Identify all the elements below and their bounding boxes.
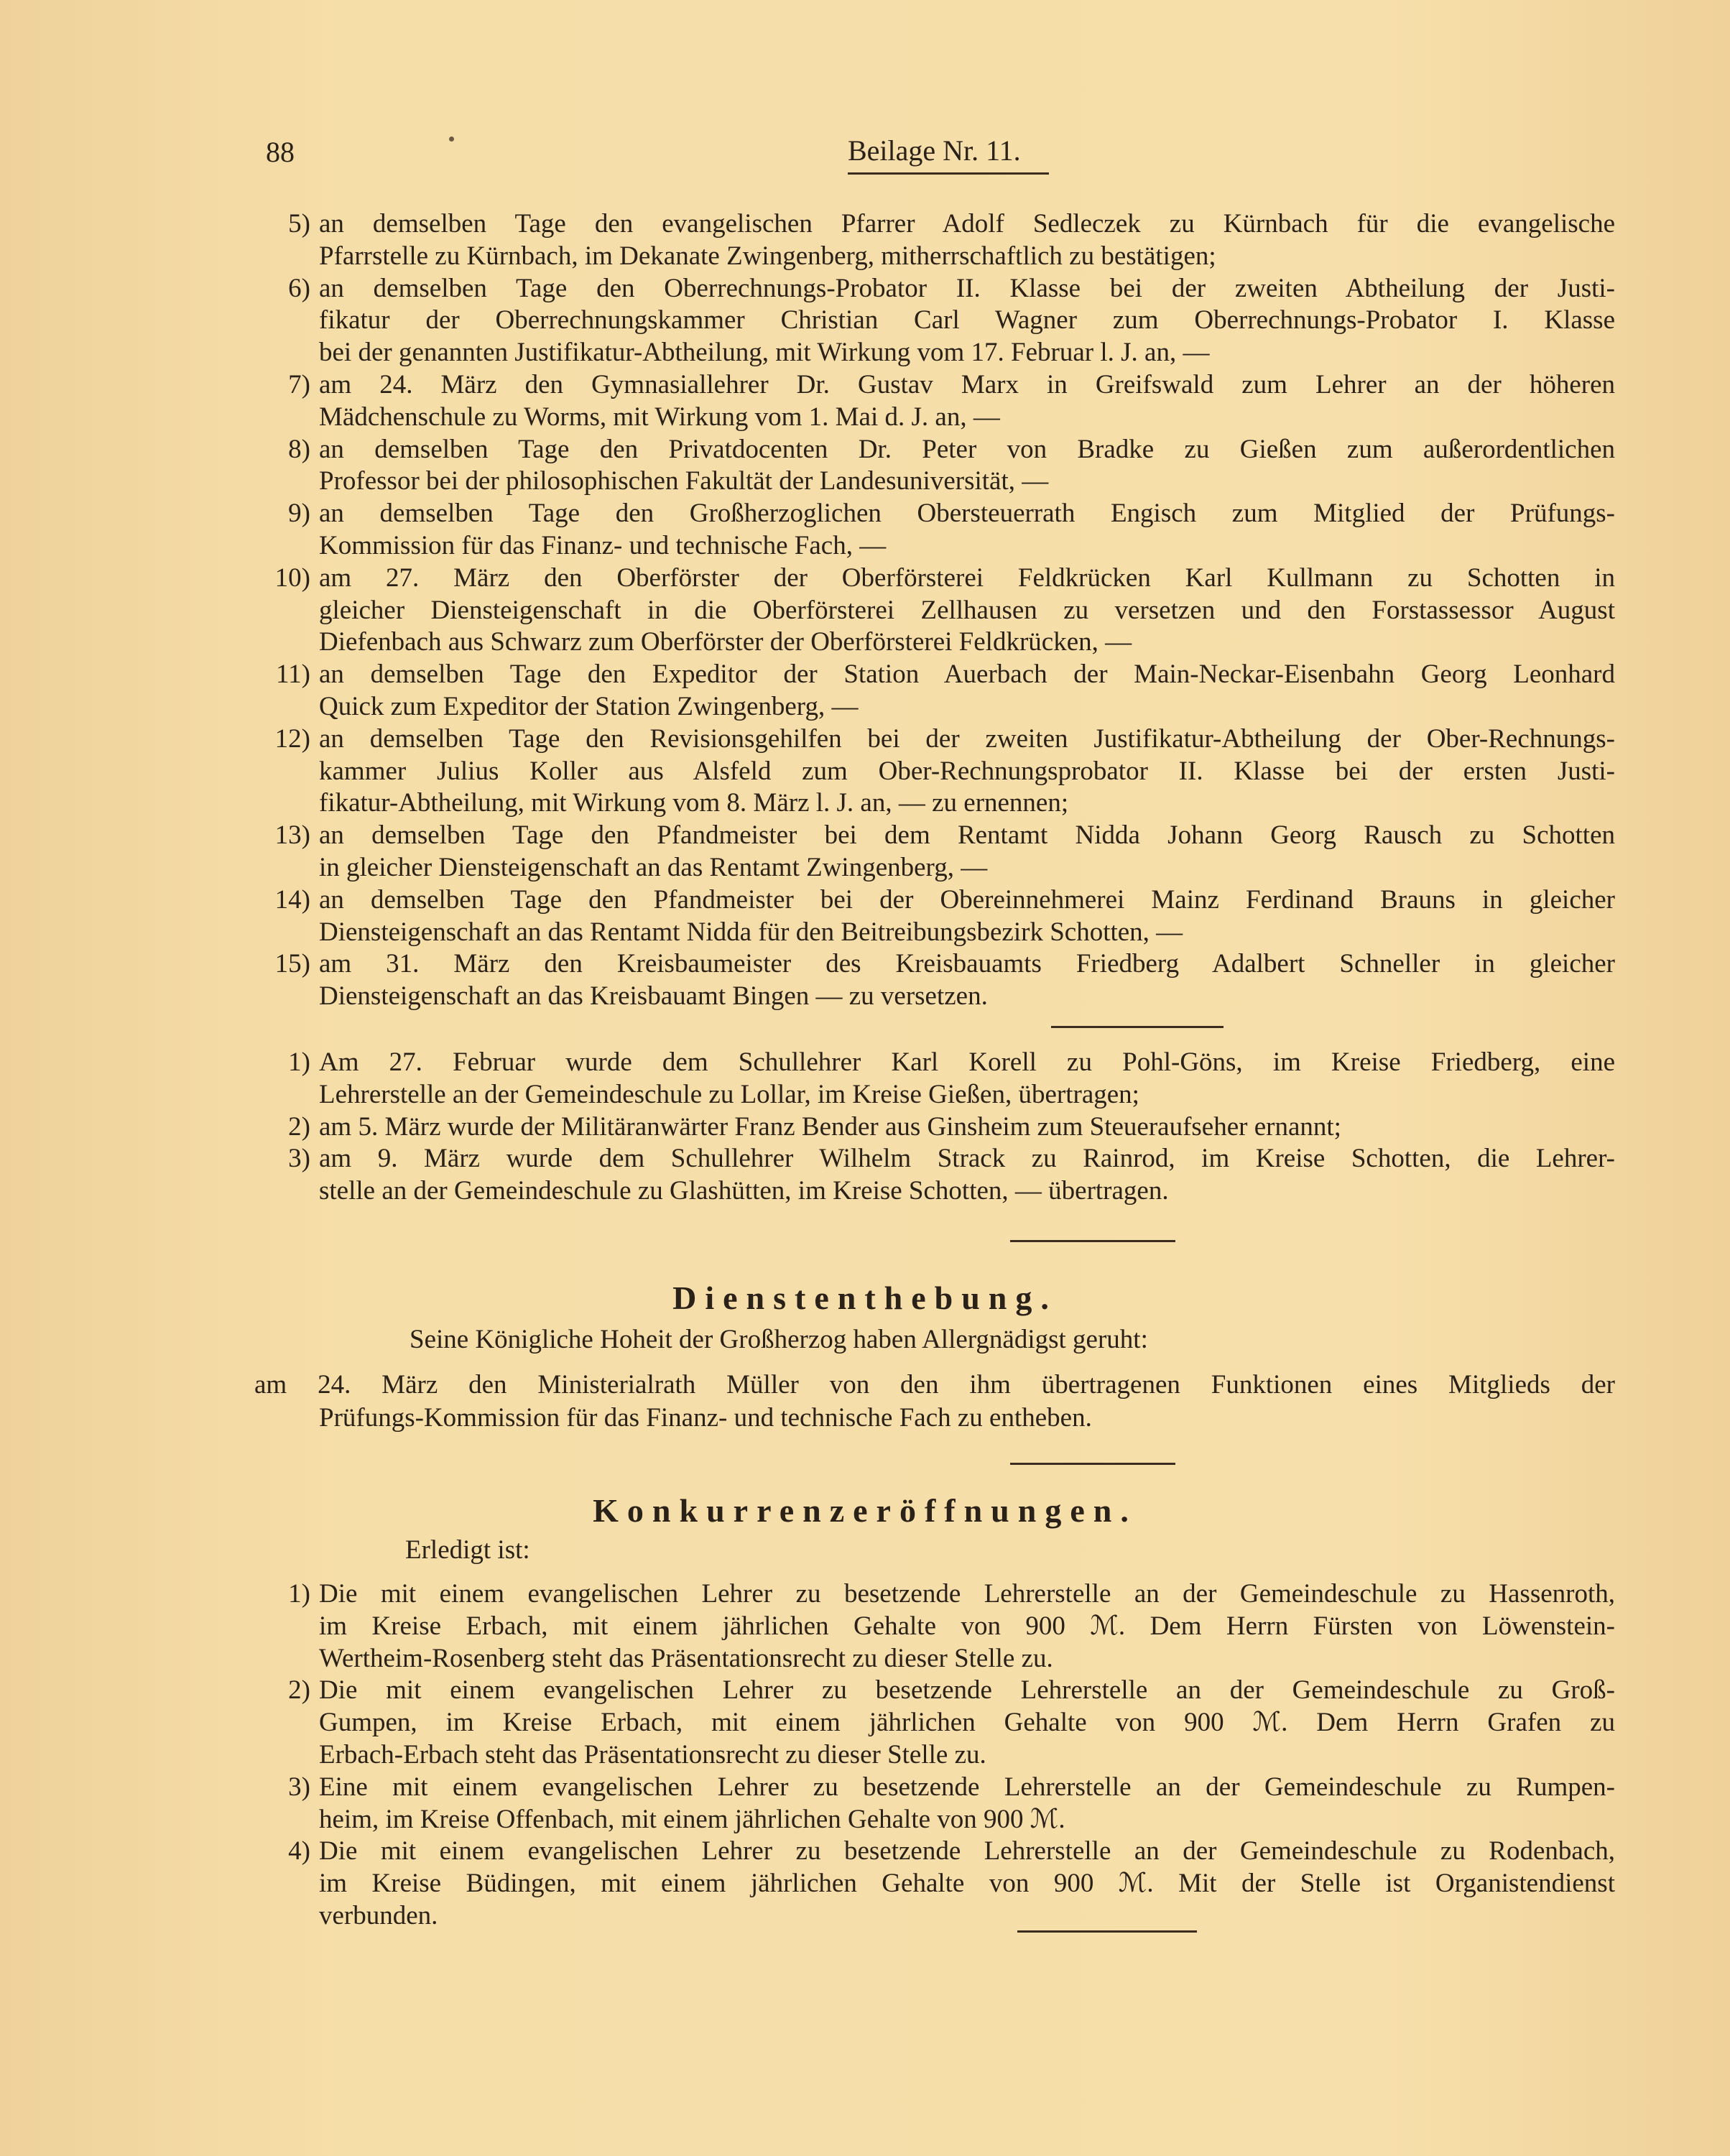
- list-item-line: [0, 917, 1730, 949]
- item-number: 10): [274, 563, 310, 593]
- item-text: fikatur-Abtheilung, mit Wirkung vom 8. März l. J. an, — zu ernennen;: [319, 788, 1069, 818]
- item-text: an demselben Tage den Expeditor der Station Auerbach der Main-Neckar-Eisenbahn Georg Leonhard: [319, 660, 1615, 690]
- item-text: Wertheim-Rosenberg steht das Präsentationsrecht zu dieser Stelle zu.: [319, 1643, 1053, 1673]
- dismissal-line: am 24. März den Ministerialrath Müller von den ihm übertragenen Funktionen eines Mitglieds der: [254, 1370, 1615, 1399]
- item-number: 13): [274, 820, 310, 851]
- item-text: am 24. März den Gymnasiallehrer Dr. Gustav Marx in Greifswald zum Lehrer an der höheren: [319, 369, 1615, 399]
- section-divider: [1010, 1240, 1175, 1242]
- item-number: 1): [288, 1579, 310, 1609]
- item-text: Quick zum Expeditor der Station Zwingenberg, —: [319, 691, 859, 721]
- list-item-line: [0, 434, 1730, 466]
- item-text: an demselben Tage den Pfandmeister bei der Obereinnehmerei Mainz Ferdinand Brauns in gleicher: [319, 884, 1615, 915]
- list-item-line: [0, 1804, 1730, 1836]
- item-text: im Kreise Erbach, mit einem jährlichen Gehalte von 900 ℳ. Dem Herrn Fürsten von Löwenstein-: [319, 1611, 1615, 1641]
- item-text: Diefenbach aus Schwarz zum Oberförster der Oberförsterei Feldkrücken, —: [319, 627, 1132, 657]
- item-number: 3): [288, 1772, 310, 1802]
- item-text: Gumpen, im Kreise Erbach, mit einem jährlichen Gehalte von 900 ℳ. Dem Herrn Grafen zu: [319, 1708, 1615, 1738]
- item-text: am 27. März den Oberförster der Oberförsterei Feldkrücken Karl Kullmann zu Schotten in: [319, 563, 1615, 593]
- item-text: Eine mit einem evangelischen Lehrer zu besetzende Lehrerstelle an der Gemeindeschule zu Rumpen-: [319, 1772, 1615, 1802]
- item-number: 14): [274, 884, 310, 915]
- list-item-line: [0, 305, 1730, 337]
- item-text: am 9. März wurde dem Schullehrer Wilhelm Strack zu Rainrod, im Kreise Schotten, die Lehrer-: [319, 1144, 1615, 1174]
- item-text: Mädchenschule zu Worms, mit Wirkung vom 1. Mai d. J. an, —: [319, 402, 1000, 432]
- item-number: 15): [274, 949, 310, 979]
- item-text: Die mit einem evangelischen Lehrer zu besetzende Lehrerstelle an der Gemeindeschule zu Hassenroth,: [319, 1579, 1615, 1609]
- page-number: 88: [266, 136, 295, 168]
- item-number: 12): [274, 723, 310, 754]
- item-number: 11): [276, 660, 310, 690]
- item-number: 9): [288, 499, 310, 529]
- item-text: Die mit einem evangelischen Lehrer zu besetzende Lehrerstelle an der Gemeindeschule zu Rodenbach,: [319, 1836, 1615, 1866]
- list-item-line: [0, 402, 1730, 434]
- list-item-line: [0, 787, 1730, 820]
- item-text: an demselben Tage den Großherzoglichen Obersteuerrath Engisch zum Mitglied der Prüfungs-: [319, 499, 1615, 529]
- item-text: gleicher Diensteigenschaft in die Oberförsterei Zellhausen zu versetzen und den Forstassessor August: [319, 595, 1615, 625]
- item-text: in gleicher Diensteigenschaft an das Rentamt Zwingenberg, —: [319, 852, 988, 882]
- item-number: 6): [288, 273, 310, 303]
- list-item-line: [0, 1079, 1730, 1111]
- list-item-line: [0, 1111, 1730, 1144]
- list-item-line: [0, 1739, 1730, 1772]
- list-item-line: [0, 1578, 1730, 1611]
- vacancies-intro: Erledigt ist:: [405, 1535, 530, 1565]
- list-item-line: [0, 208, 1730, 241]
- item-number: 2): [288, 1111, 310, 1142]
- item-text: Lehrerstelle an der Gemeindeschule zu Lollar, im Kreise Gießen, übertragen;: [319, 1079, 1139, 1109]
- list-item-line: [0, 1143, 1730, 1175]
- item-text: bei der genannten Justifikatur-Abtheilung, mit Wirkung vom 17. Februar l. J. an, —: [319, 338, 1210, 368]
- list-item-line: [0, 530, 1730, 563]
- list-item-line: [0, 369, 1730, 402]
- list-item-line: [0, 1611, 1730, 1643]
- list-item-line: [0, 1643, 1730, 1675]
- item-number: 2): [288, 1675, 310, 1706]
- item-number: 4): [288, 1836, 310, 1866]
- list-item-line: [0, 498, 1730, 530]
- list-item-line: [0, 1047, 1730, 1079]
- section-divider: [1010, 1463, 1175, 1465]
- item-text: Professor bei der philosophischen Fakultät der Landesuniversität, —: [319, 466, 1049, 496]
- item-number: 7): [288, 369, 310, 399]
- dismissal-intro: Seine Königliche Hoheit der Großherzog haben Allergnädigst geruht:: [410, 1325, 1148, 1354]
- appointments-list: [0, 208, 1730, 1013]
- item-text: verbunden.: [319, 1900, 438, 1930]
- item-text: im Kreise Büdingen, mit einem jährlichen Gehalte von 900 ℳ. Mit der Stelle ist Organistendienst: [319, 1869, 1615, 1899]
- item-number: 8): [288, 434, 310, 464]
- item-text: an demselben Tage den evangelischen Pfarrer Adolf Sedleczek zu Kürnbach für die evangelische: [319, 209, 1615, 239]
- list-item-line: [0, 723, 1730, 756]
- item-text: kammer Julius Koller aus Alsfeld zum Ober-Rechnungsprobator II. Klasse bei der ersten Justi-: [319, 756, 1615, 786]
- item-number: 3): [288, 1144, 310, 1174]
- running-title: Beilage Nr. 11.: [848, 134, 1021, 167]
- item-text: Am 27. Februar wurde dem Schullehrer Karl Korell zu Pohl-Göns, im Kreise Friedberg, eine: [319, 1047, 1615, 1077]
- vacancies-list: [0, 1578, 1730, 1933]
- list-item-line: [0, 273, 1730, 305]
- list-item-line: [0, 1772, 1730, 1804]
- list-item-line: [0, 1675, 1730, 1707]
- list-item-line: [0, 659, 1730, 691]
- list-item-line: [0, 563, 1730, 595]
- ink-speck: [449, 137, 454, 142]
- section-divider: [1017, 1930, 1197, 1933]
- list-item-line: [0, 1707, 1730, 1739]
- list-item-line: [0, 884, 1730, 917]
- list-item-line: [0, 820, 1730, 852]
- list-item-line: [0, 241, 1730, 273]
- list-item-line: [0, 1175, 1730, 1208]
- list-item-line: [0, 466, 1730, 498]
- item-text: Die mit einem evangelischen Lehrer zu besetzende Lehrerstelle an der Gemeindeschule zu Groß-: [319, 1675, 1615, 1706]
- list-item-line: [0, 1836, 1730, 1868]
- item-number: 5): [288, 209, 310, 239]
- list-item-line: [0, 948, 1730, 981]
- list-item-line: [0, 1868, 1730, 1900]
- item-text: heim, im Kreise Offenbach, mit einem jährlichen Gehalte von 900 ℳ.: [319, 1804, 1065, 1834]
- other-appointments-list: [0, 1047, 1730, 1208]
- list-item-line: [0, 756, 1730, 788]
- item-text: Erbach-Erbach steht das Präsentationsrecht zu dieser Stelle zu.: [319, 1739, 986, 1769]
- list-item-line: [0, 626, 1730, 659]
- list-item-line: [0, 1900, 1730, 1933]
- list-item-line: [0, 337, 1730, 369]
- item-text: an demselben Tage den Oberrechnungs-Probator II. Klasse bei der zweiten Abtheilung der Justi-: [319, 273, 1615, 303]
- item-text: an demselben Tage den Pfandmeister bei dem Rentamt Nidda Johann Georg Rausch zu Schotten: [319, 820, 1615, 851]
- item-number: 1): [288, 1047, 310, 1077]
- list-item-line: [0, 852, 1730, 884]
- item-text: an demselben Tage den Revisionsgehilfen bei der zweiten Justifikatur-Abtheilung der Ober-Rechnungs-: [319, 723, 1615, 754]
- list-item-line: [0, 595, 1730, 627]
- item-text: stelle an der Gemeindeschule zu Glashütten, im Kreise Schotten, — übertragen.: [319, 1176, 1169, 1206]
- item-text: fikatur der Oberrechnungskammer Christian Carl Wagner zum Oberrechnungs-Probator I. Klasse: [319, 305, 1615, 336]
- item-text: Pfarrstelle zu Kürnbach, im Dekanate Zwingenberg, mitherrschaftlich zu bestätigen;: [319, 241, 1216, 271]
- item-text: Kommission für das Finanz- und technische Fach, —: [319, 530, 887, 560]
- header-rule: [848, 172, 1049, 175]
- item-text: Diensteigenschaft an das Rentamt Nidda für den Beitreibungsbezirk Schotten, —: [319, 917, 1183, 947]
- list-item-line: [0, 981, 1730, 1013]
- dismissal-heading: Dienstenthebung.: [672, 1280, 1058, 1316]
- item-text: Diensteigenschaft an das Kreisbauamt Bingen — zu versetzen.: [319, 981, 988, 1012]
- vacancies-heading: Konkurrenzeröffnungen.: [593, 1492, 1137, 1529]
- list-item-line: [0, 691, 1730, 723]
- item-text: an demselben Tage den Privatdocenten Dr. Peter von Bradke zu Gießen zum außerordentlichen: [319, 434, 1615, 464]
- dismissal-line: Prüfungs-Kommission für das Finanz- und technische Fach zu entheben.: [319, 1403, 1092, 1433]
- section-divider: [1051, 1026, 1224, 1028]
- item-text: am 31. März den Kreisbaumeister des Kreisbauamts Friedberg Adalbert Schneller in gleicher: [319, 949, 1615, 979]
- item-text: am 5. März wurde der Militäranwärter Franz Bender aus Ginsheim zum Steueraufseher ernannt;: [319, 1111, 1341, 1142]
